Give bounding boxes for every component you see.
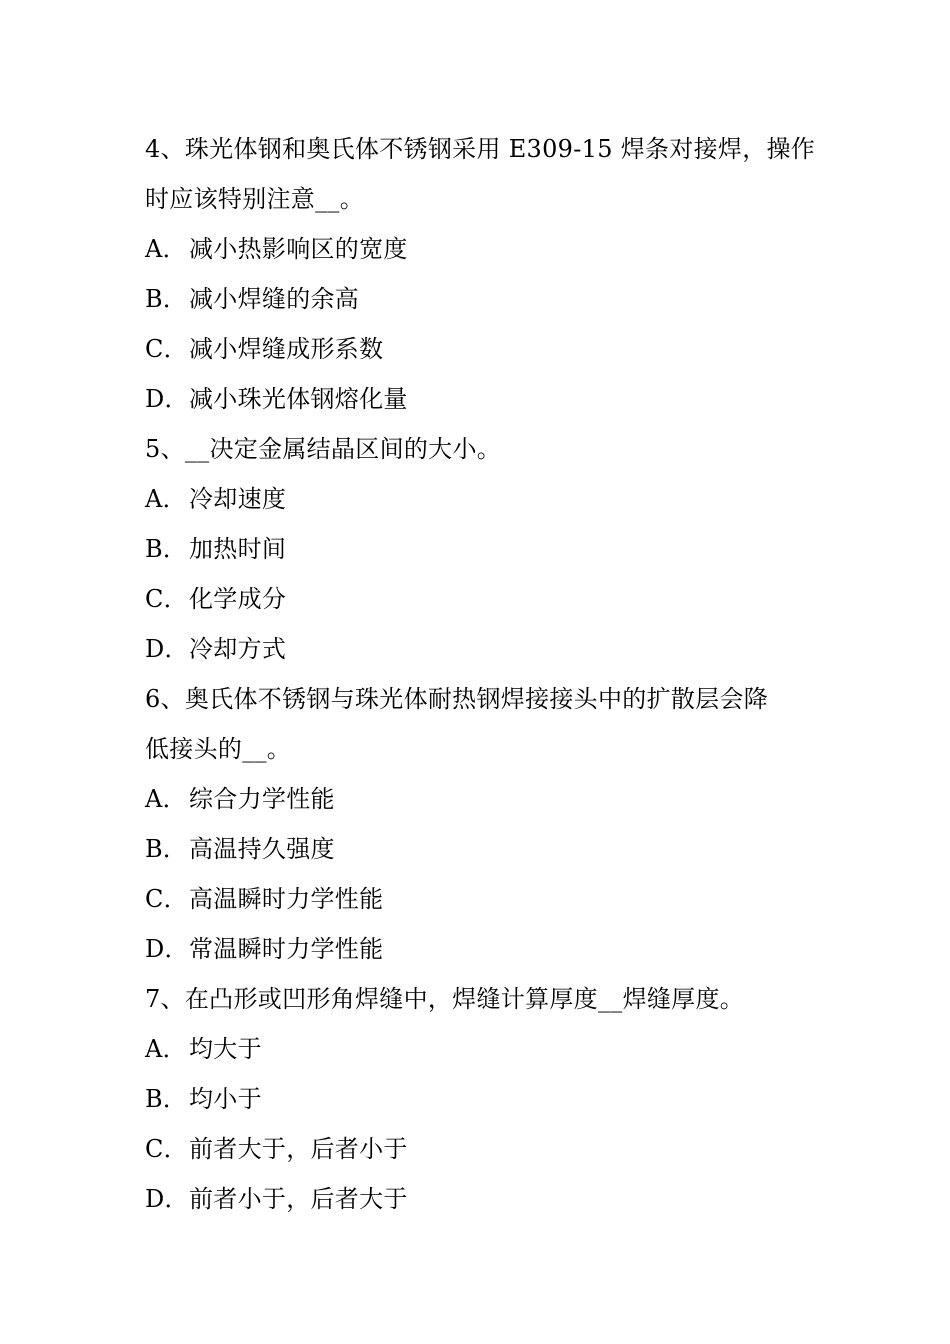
option-text: 化学成分 bbox=[189, 585, 287, 613]
option-c bbox=[145, 874, 815, 924]
option-text: 减小热影响区的宽度 bbox=[189, 235, 408, 263]
option-d bbox=[145, 374, 815, 424]
option-b bbox=[145, 274, 815, 324]
option-text: 常温瞬时力学性能 bbox=[189, 935, 384, 963]
option-d bbox=[145, 924, 815, 974]
option-a bbox=[145, 474, 815, 524]
question-stem: 时应该特别注意__。 bbox=[145, 185, 364, 213]
option-letter: A． bbox=[145, 785, 187, 813]
option-letter: D． bbox=[145, 1185, 189, 1213]
option-letter: A． bbox=[145, 1035, 187, 1063]
option-text: 高温瞬时力学性能 bbox=[189, 885, 384, 913]
question-stem: 低接头的__。 bbox=[145, 735, 292, 763]
option-text: 减小焊缝的余高 bbox=[189, 285, 360, 313]
option-letter: C． bbox=[145, 335, 188, 363]
option-letter: D． bbox=[145, 935, 189, 963]
option-letter: B． bbox=[145, 835, 188, 863]
option-letter: D． bbox=[145, 385, 189, 413]
option-letter: B． bbox=[145, 1085, 188, 1113]
option-text: 均大于 bbox=[189, 1035, 262, 1063]
option-letter: A． bbox=[145, 235, 187, 263]
option-d bbox=[145, 624, 815, 674]
question-stem: 4、珠光体钢和奥氏体不锈钢采用 E309-15 焊条对接焊，操作 bbox=[145, 135, 816, 163]
question-5 bbox=[145, 424, 815, 674]
option-text: 前者大于，后者小于 bbox=[189, 1135, 408, 1163]
option-b bbox=[145, 524, 815, 574]
option-c bbox=[145, 574, 815, 624]
option-text: 冷却方式 bbox=[189, 635, 287, 663]
option-text: 减小焊缝成形系数 bbox=[189, 335, 384, 363]
option-text: 高温持久强度 bbox=[189, 835, 335, 863]
option-text: 减小珠光体钢熔化量 bbox=[189, 385, 408, 413]
question-7 bbox=[145, 974, 815, 1224]
option-a bbox=[145, 1024, 815, 1074]
option-a bbox=[145, 774, 815, 824]
question-4 bbox=[145, 124, 815, 424]
option-d bbox=[145, 1174, 815, 1224]
option-text: 前者小于，后者大于 bbox=[189, 1185, 408, 1213]
option-letter: A． bbox=[145, 485, 187, 513]
option-letter: C． bbox=[145, 1135, 188, 1163]
document-page bbox=[145, 124, 815, 1224]
question-stem: 5、__决定金属结晶区间的大小。 bbox=[145, 435, 502, 463]
option-b bbox=[145, 824, 815, 874]
option-text: 冷却速度 bbox=[189, 485, 287, 513]
question-stem: 7、在凸形或凹形角焊缝中，焊缝计算厚度__焊缝厚度。 bbox=[145, 985, 745, 1013]
option-text: 综合力学性能 bbox=[189, 785, 335, 813]
question-6 bbox=[145, 674, 815, 974]
option-letter: C． bbox=[145, 885, 188, 913]
option-letter: C． bbox=[145, 585, 188, 613]
option-letter: D． bbox=[145, 635, 189, 663]
option-b bbox=[145, 1074, 815, 1124]
option-text: 均小于 bbox=[189, 1085, 262, 1113]
option-letter: B． bbox=[145, 535, 188, 563]
option-text: 加热时间 bbox=[189, 535, 287, 563]
option-c bbox=[145, 324, 815, 374]
option-a bbox=[145, 224, 815, 274]
option-c bbox=[145, 1124, 815, 1174]
question-stem: 6、奥氏体不锈钢与珠光体耐热钢焊接接头中的扩散层会降 bbox=[145, 685, 769, 713]
option-letter: B． bbox=[145, 285, 188, 313]
